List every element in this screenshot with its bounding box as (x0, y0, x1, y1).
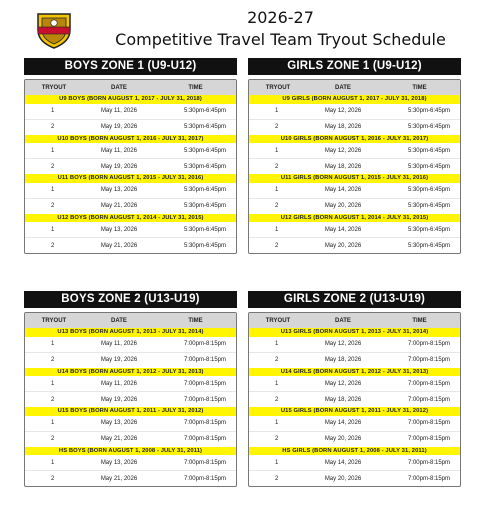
age-group (25, 214, 236, 254)
table-row (249, 104, 460, 119)
table-row (25, 104, 236, 119)
tryout-time: 7:00pm-8:15pm (407, 436, 450, 442)
table-row (249, 352, 460, 368)
table-row (249, 431, 460, 447)
tryout-number: 1 (275, 187, 279, 193)
table-row (25, 391, 236, 407)
age-group-title: U15 GIRLS (BORN AUGUST 1, 2011 - JULY 31, 2012) (249, 407, 460, 416)
age-group (249, 407, 460, 447)
tryout-date: May 14, 2026 (324, 420, 362, 426)
age-group-title: U13 GIRLS (BORN AUGUST 1, 2013 - JULY 31, 2014) (249, 328, 460, 337)
age-group (249, 174, 460, 214)
tryout-time: 7:00pm-8:15pm (183, 380, 226, 387)
table-row (249, 337, 460, 352)
age-group-title: U13 BOYS (BORN AUGUST 1, 2013 - JULY 31, 2014) (25, 328, 236, 337)
tryout-number: 2 (275, 163, 279, 170)
table-row (25, 455, 236, 470)
table-row (249, 143, 460, 158)
page-title: Competitive Travel Team Tryout Schedule (115, 30, 446, 49)
tryout-number: 1 (275, 341, 279, 347)
tryout-time: 5:30pm-6:45pm (407, 163, 450, 170)
tryout-number: 1 (51, 420, 55, 426)
tryout-date: May 11, 2026 (101, 341, 137, 347)
club-crest-logo (34, 8, 74, 50)
table-row (25, 143, 236, 158)
tryout-date: May 18, 2026 (324, 124, 362, 130)
tryout-time: 5:30pm-6:45pm (183, 124, 226, 130)
age-group-title: U15 BOYS (BORN AUGUST 1, 2011 - JULY 31, 2012) (25, 407, 236, 416)
age-group-title: U14 BOYS (BORN AUGUST 1, 2012 - JULY 31, 2013) (25, 368, 236, 377)
column-header-time: TIME (188, 84, 203, 91)
age-group-title: U11 BOYS (BORN AUGUST 1, 2015 - JULY 31, 2016) (25, 174, 236, 183)
table-row (249, 158, 460, 174)
tryout-number: 1 (51, 459, 55, 466)
table-row (25, 470, 236, 486)
tryout-date: May 19, 2026 (100, 124, 138, 130)
tryout-number: 1 (275, 147, 279, 154)
tryout-number: 1 (275, 459, 279, 466)
tryout-date: May 21, 2026 (100, 242, 138, 249)
age-group (249, 95, 460, 135)
panel-girls-zone-2 (248, 291, 461, 487)
column-header-date: DATE (111, 84, 127, 91)
tryout-number: 1 (51, 341, 55, 347)
tryout-date: May 13, 2026 (100, 187, 138, 193)
panel-boys-zone-1 (24, 58, 237, 254)
table-row (249, 222, 460, 237)
schedule-table (24, 312, 237, 487)
tryout-date: May 11, 2026 (101, 147, 137, 154)
tryout-time: 7:00pm-8:15pm (407, 380, 450, 387)
tryout-number: 2 (51, 242, 55, 249)
zone-header: GIRLS ZONE 1 (U9-U12) (248, 58, 461, 75)
tryout-time: 7:00pm-8:15pm (407, 475, 450, 482)
zone-header: BOYS ZONE 1 (U9-U12) (24, 58, 237, 75)
tryout-time: 7:00pm-8:15pm (407, 420, 450, 426)
tryout-date: May 20, 2026 (324, 203, 362, 209)
tryout-date: May 12, 2026 (324, 341, 362, 347)
tryout-number: 1 (51, 147, 55, 154)
age-group-title: U9 BOYS (BORN AUGUST 1, 2017 - JULY 31, 2018) (25, 95, 236, 104)
tryout-date: May 18, 2026 (324, 357, 362, 363)
tryout-number: 1 (275, 108, 279, 114)
tryout-date: May 18, 2026 (324, 163, 362, 170)
column-header-row (249, 80, 460, 95)
age-group (249, 135, 460, 175)
table-row (25, 337, 236, 352)
age-group (249, 214, 460, 254)
tryout-time: 7:00pm-8:15pm (183, 459, 226, 466)
column-header-tryout: TRYOUT (265, 84, 291, 91)
panel-boys-zone-2 (24, 291, 237, 487)
table-row (25, 222, 236, 237)
table-row (249, 237, 460, 253)
age-group-title: U9 GIRLS (BORN AUGUST 1, 2017 - JULY 31, 2018) (249, 95, 460, 104)
tryout-time: 5:30pm-6:45pm (407, 108, 450, 114)
age-group-title: U11 GIRLS (BORN AUGUST 1, 2015 - JULY 31, 2016) (249, 174, 460, 183)
tryout-number: 2 (275, 357, 279, 363)
tryout-time: 7:00pm-8:15pm (183, 396, 226, 403)
column-header-date: DATE (335, 317, 351, 324)
tryout-number: 2 (275, 203, 279, 209)
tryout-number: 2 (275, 396, 279, 403)
tryout-time: 7:00pm-8:15pm (407, 357, 450, 363)
tryout-date: May 18, 2026 (324, 396, 362, 403)
tryout-date: May 14, 2026 (324, 187, 362, 193)
column-header-tryout: TRYOUT (265, 317, 291, 324)
table-row (249, 198, 460, 214)
tryout-number: 1 (51, 380, 55, 387)
table-row (249, 376, 460, 391)
table-row (249, 183, 460, 198)
tryout-time: 5:30pm-6:45pm (407, 187, 450, 193)
table-row (25, 183, 236, 198)
tryout-date: May 12, 2026 (324, 108, 362, 114)
age-group (249, 447, 460, 487)
column-header-time: TIME (412, 84, 427, 91)
tryout-number: 2 (51, 163, 55, 170)
column-header-date: DATE (111, 317, 127, 324)
tryout-date: May 12, 2026 (324, 380, 362, 387)
tryout-time: 5:30pm-6:45pm (183, 163, 226, 170)
age-group-title: U12 BOYS (BORN AUGUST 1, 2014 - JULY 31, 2015) (25, 214, 236, 223)
age-group (25, 368, 236, 408)
tryout-number: 2 (51, 396, 55, 403)
tryout-date: May 12, 2026 (324, 147, 362, 154)
tryout-number: 1 (275, 226, 279, 233)
table-row (249, 391, 460, 407)
tryout-date: May 13, 2026 (100, 420, 138, 426)
table-row (249, 416, 460, 431)
tryout-number: 1 (51, 187, 55, 193)
tryout-number: 1 (275, 420, 279, 426)
column-header-time: TIME (412, 317, 427, 324)
age-group (25, 447, 236, 487)
tryout-number: 2 (275, 436, 279, 442)
tryout-date: May 20, 2026 (324, 475, 362, 482)
tryout-date: May 13, 2026 (100, 459, 138, 466)
tryout-date: May 14, 2026 (324, 459, 362, 466)
age-group (25, 328, 236, 368)
age-group-title: U14 GIRLS (BORN AUGUST 1, 2012 - JULY 31, 2013) (249, 368, 460, 377)
table-row (25, 416, 236, 431)
column-header-row (249, 313, 460, 328)
tryout-time: 5:30pm-6:45pm (183, 226, 226, 233)
age-group-title: U10 BOYS (BORN AUGUST 1, 2016 - JULY 31, 2017) (25, 135, 236, 144)
zone-header: GIRLS ZONE 2 (U13-U19) (248, 291, 461, 308)
column-header-time: TIME (188, 317, 203, 324)
age-group (25, 135, 236, 175)
column-header-date: DATE (335, 84, 351, 91)
table-row (25, 237, 236, 253)
tryout-number: 2 (51, 124, 55, 130)
age-group-title: U10 GIRLS (BORN AUGUST 1, 2016 - JULY 31, 2017) (249, 135, 460, 144)
tryout-time: 7:00pm-8:15pm (183, 475, 226, 482)
tryout-number: 2 (51, 475, 55, 482)
tryout-number: 2 (275, 475, 279, 482)
table-row (25, 158, 236, 174)
tryout-time: 5:30pm-6:45pm (407, 124, 450, 130)
schedule-table (24, 79, 237, 254)
tryout-time: 5:30pm-6:45pm (183, 203, 226, 209)
tryout-time: 7:00pm-8:15pm (407, 341, 450, 347)
schedule-table (248, 79, 461, 254)
tryout-date: May 20, 2026 (324, 436, 362, 442)
tryout-time: 7:00pm-8:15pm (183, 436, 226, 442)
table-row (25, 431, 236, 447)
age-group (25, 174, 236, 214)
column-header-tryout: TRYOUT (41, 317, 67, 324)
tryout-date: May 21, 2026 (100, 436, 138, 442)
tryout-date: May 19, 2026 (100, 357, 138, 363)
tryout-number: 2 (51, 436, 55, 442)
tryout-time: 5:30pm-6:45pm (407, 242, 450, 249)
table-row (249, 455, 460, 470)
tryout-number: 2 (51, 357, 55, 363)
schedule-table (248, 312, 461, 487)
schedule-year: 2026-27 (247, 8, 314, 27)
tryout-time: 5:30pm-6:45pm (183, 187, 226, 193)
age-group (25, 407, 236, 447)
table-row (25, 119, 236, 135)
tryout-time: 5:30pm-6:45pm (407, 226, 450, 233)
tryout-date: May 21, 2026 (100, 203, 138, 209)
tryout-time: 7:00pm-8:15pm (183, 357, 226, 363)
tryout-time: 5:30pm-6:45pm (183, 108, 226, 114)
tryout-number: 2 (51, 203, 55, 209)
table-row (249, 119, 460, 135)
tryout-date: May 14, 2026 (324, 226, 362, 233)
tryout-time: 5:30pm-6:45pm (183, 147, 226, 154)
column-header-row (25, 80, 236, 95)
tryout-time: 7:00pm-8:15pm (407, 396, 450, 403)
age-group-title: U12 GIRLS (BORN AUGUST 1, 2014 - JULY 31, 2015) (249, 214, 460, 223)
tryout-date: May 19, 2026 (100, 396, 138, 403)
age-group-title: HS GIRLS (BORN AUGUST 1, 2008 - JULY 31, 2011) (249, 447, 460, 456)
tryout-time: 7:00pm-8:15pm (407, 459, 450, 466)
age-group-title: HS BOYS (BORN AUGUST 1, 2008 - JULY 31, 2011) (25, 447, 236, 456)
tryout-time: 7:00pm-8:15pm (183, 420, 226, 426)
column-header-row (25, 313, 236, 328)
tryout-number: 1 (51, 108, 55, 114)
table-row (25, 352, 236, 368)
tryout-date: May 11, 2026 (101, 380, 137, 387)
tryout-date: May 20, 2026 (324, 242, 362, 249)
tryout-number: 1 (51, 226, 55, 233)
tryout-date: May 19, 2026 (100, 163, 138, 170)
age-group (249, 368, 460, 408)
table-row (25, 198, 236, 214)
tryout-date: May 11, 2026 (101, 108, 137, 114)
age-group (249, 328, 460, 368)
tryout-number: 1 (275, 380, 279, 387)
column-header-tryout: TRYOUT (41, 84, 67, 91)
age-group (25, 95, 236, 135)
tryout-time: 5:30pm-6:45pm (183, 242, 226, 249)
tryout-time: 7:00pm-8:15pm (183, 341, 226, 347)
zone-header: BOYS ZONE 2 (U13-U19) (24, 291, 237, 308)
table-row (25, 376, 236, 391)
tryout-date: May 13, 2026 (100, 226, 138, 233)
panel-girls-zone-1 (248, 58, 461, 254)
tryout-time: 5:30pm-6:45pm (407, 147, 450, 154)
tryout-number: 2 (275, 242, 279, 249)
table-row (249, 470, 460, 486)
tryout-date: May 21, 2026 (100, 475, 138, 482)
tryout-time: 5:30pm-6:45pm (407, 203, 450, 209)
tryout-number: 2 (275, 124, 279, 130)
